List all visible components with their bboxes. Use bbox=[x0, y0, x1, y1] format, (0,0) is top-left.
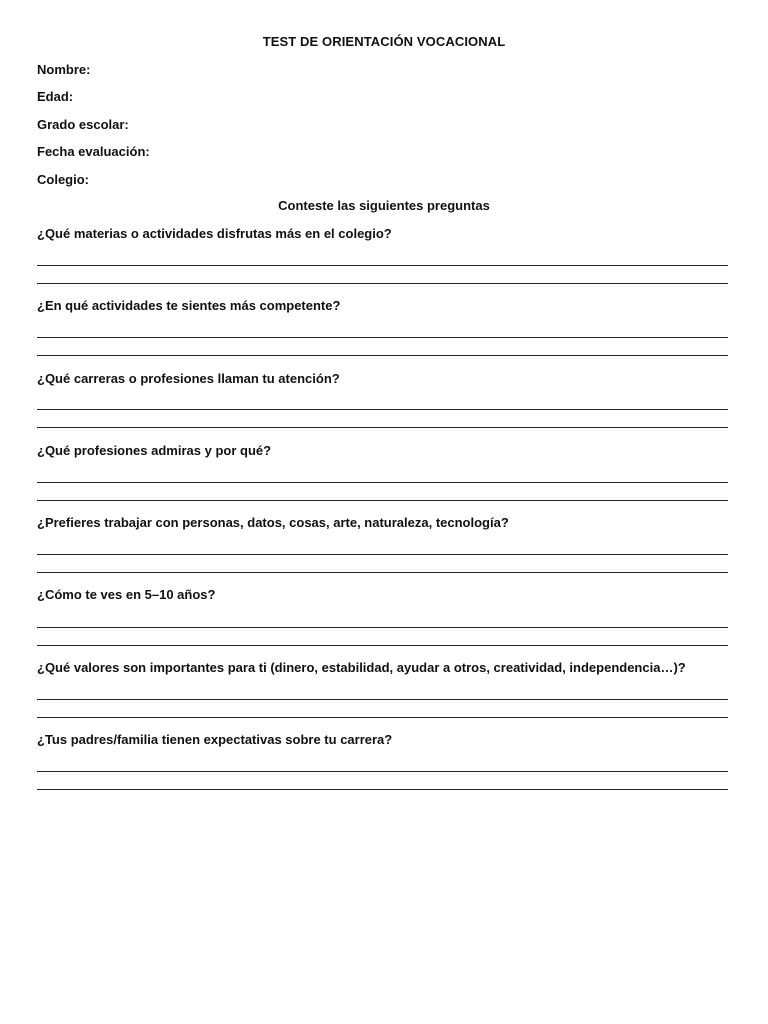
answer-line bbox=[37, 265, 728, 266]
instructions-text: Conteste las siguientes preguntas bbox=[278, 198, 490, 213]
answer-line bbox=[37, 789, 728, 790]
answer-line bbox=[37, 699, 728, 700]
document-title: TEST DE ORIENTACIÓN VOCACIONAL bbox=[262, 34, 506, 49]
answer-line bbox=[37, 482, 728, 483]
answer-line bbox=[37, 627, 728, 628]
grade-field-label: Grado escolar: bbox=[37, 117, 129, 132]
question-1: ¿Qué materias o actividades disfrutas más en el colegio? bbox=[37, 226, 392, 241]
age-field-label: Edad: bbox=[37, 89, 74, 104]
question-2: ¿En qué actividades te sientes más competente? bbox=[37, 298, 341, 313]
answer-line bbox=[37, 355, 728, 356]
answer-line bbox=[37, 645, 728, 646]
answer-line bbox=[37, 500, 728, 501]
answer-line bbox=[37, 337, 728, 338]
answer-line bbox=[37, 554, 728, 555]
question-7: ¿Qué valores son importantes para ti (dinero, estabilidad, ayudar a otros, creatividad, independencia…)? bbox=[37, 660, 686, 675]
answer-line bbox=[37, 572, 728, 573]
answer-line bbox=[37, 717, 728, 718]
answer-line bbox=[37, 409, 728, 410]
answer-line bbox=[37, 283, 728, 284]
name-field-label: Nombre: bbox=[37, 62, 91, 77]
question-3: ¿Qué carreras o profesiones llaman tu atención? bbox=[37, 371, 340, 386]
evaluation-date-field-label: Fecha evaluación: bbox=[37, 144, 150, 159]
school-field-label: Colegio: bbox=[37, 172, 89, 187]
answer-line bbox=[37, 427, 728, 428]
answer-line bbox=[37, 771, 728, 772]
question-5: ¿Prefieres trabajar con personas, datos, cosas, arte, naturaleza, tecnología? bbox=[37, 515, 509, 530]
question-4: ¿Qué profesiones admiras y por qué? bbox=[37, 443, 272, 458]
question-6: ¿Cómo te ves en 5–10 años? bbox=[37, 587, 216, 602]
question-8: ¿Tus padres/familia tienen expectativas sobre tu carrera? bbox=[37, 732, 393, 747]
